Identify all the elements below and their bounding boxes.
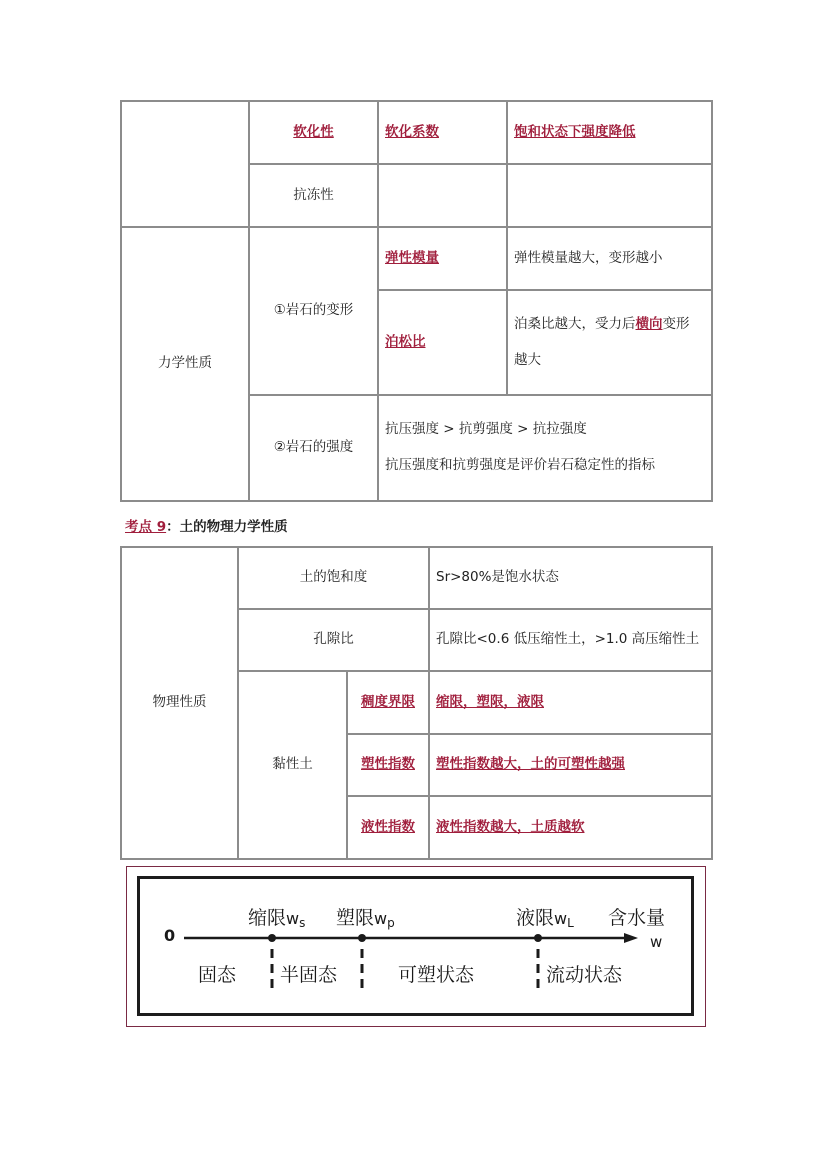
rock-strength-cell: ②岩石的强度 bbox=[249, 395, 378, 501]
soil-properties-table bbox=[120, 546, 713, 860]
shrinkage-limit-label: 缩限$w_s$ bbox=[248, 907, 306, 930]
poisson-desc-d: 越大 bbox=[514, 351, 541, 368]
liquidity-index: 液性指数 bbox=[361, 818, 415, 835]
state-semisolid: 半固态 bbox=[280, 964, 338, 986]
liquidity-index-desc-cell bbox=[429, 796, 712, 859]
physical-properties-cell: 物理性质 bbox=[121, 547, 238, 859]
shrinkage-limit-symbol: $w_s$ bbox=[286, 909, 306, 930]
poisson-ratio-desc bbox=[507, 290, 712, 395]
softening-key-cell bbox=[378, 101, 507, 164]
liquidity-index-desc: 液性指数越大，土质越软 bbox=[436, 818, 585, 835]
strength-evaluation: 抗压强度和抗剪强度是评价岩石稳定性的指标 bbox=[385, 457, 655, 473]
consistency-limit-desc-cell bbox=[429, 671, 712, 734]
state-plastic: 可塑状态 bbox=[398, 964, 475, 986]
frost-resistance-cell: 抗冻性 bbox=[249, 164, 378, 227]
poisson-desc-a: 泊桑比越大，受力后 bbox=[514, 315, 636, 332]
liquid-limit-label: 液限$w_L$ bbox=[516, 907, 574, 930]
elastic-modulus: 弹性模量 bbox=[385, 249, 439, 266]
frost-empty-cell-1 bbox=[378, 164, 507, 227]
saturation-desc: Sr>80%是饱水状态 bbox=[429, 547, 712, 609]
plasticity-index-desc-cell bbox=[429, 734, 712, 796]
origin-label: 0 bbox=[164, 926, 176, 945]
consistency-diagram-frame bbox=[126, 866, 706, 1027]
state-solid: 固态 bbox=[198, 964, 237, 986]
softening-desc-cell bbox=[507, 101, 712, 164]
poisson-desc-c: 变形 bbox=[662, 315, 690, 332]
void-ratio-desc: 孔隙比<0.6 低压缩性土，>1.0 高压缩性土 bbox=[429, 609, 712, 671]
plastic-limit-label: 塑限$w_p$ bbox=[336, 907, 395, 930]
poisson-ratio: 泊松比 bbox=[385, 333, 426, 350]
softening-name-cell bbox=[249, 101, 378, 164]
state-liquid: 流动状态 bbox=[546, 964, 623, 986]
liquidity-index-cell bbox=[347, 796, 429, 859]
strength-order: 抗压强度 > 抗剪强度 > 抗拉强度 bbox=[385, 421, 587, 438]
elastic-modulus-desc: 弹性模量越大，变形越小 bbox=[507, 227, 712, 290]
saturation-cell: 土的饱和度 bbox=[238, 547, 429, 609]
water-content-symbol: w bbox=[650, 933, 663, 951]
cohesive-soil-cell: 黏性土 bbox=[238, 671, 347, 859]
consistency-limit-cell bbox=[347, 671, 429, 734]
poisson-desc-lateral: 横向 bbox=[635, 315, 663, 332]
heading-prefix: 考点 9 bbox=[125, 519, 167, 535]
consistency-limit-desc: 缩限，塑限，液限 bbox=[436, 693, 544, 710]
softening-description: 饱和状态下强度降低 bbox=[514, 123, 636, 140]
heading-suffix: ：土的物理力学性质 bbox=[166, 519, 288, 535]
mechanical-properties-cell: 力学性质 bbox=[121, 227, 249, 501]
water-content-label: 含水量 bbox=[608, 907, 666, 929]
plasticity-index: 塑性指数 bbox=[361, 756, 415, 773]
rock-deformation-cell: ①岩石的变形 bbox=[249, 227, 378, 395]
void-ratio-cell: 孔隙比 bbox=[238, 609, 429, 671]
softening-coefficient: 软化系数 bbox=[385, 123, 439, 140]
softening-name: 软化性 bbox=[293, 123, 334, 140]
section-heading bbox=[125, 515, 288, 535]
category-cell-empty bbox=[121, 101, 249, 227]
consistency-limit: 稠度界限 bbox=[361, 693, 415, 710]
frost-empty-cell-2 bbox=[507, 164, 712, 227]
rock-properties-table bbox=[120, 100, 713, 502]
poisson-ratio-cell bbox=[378, 290, 507, 395]
plastic-limit-symbol: $w_p$ bbox=[374, 909, 395, 930]
liquid-limit-symbol: $w_L$ bbox=[554, 909, 574, 930]
elastic-modulus-cell bbox=[378, 227, 507, 290]
water-content-axis bbox=[140, 879, 691, 1013]
plasticity-index-cell bbox=[347, 734, 429, 796]
consistency-diagram bbox=[137, 876, 694, 1016]
plasticity-index-desc: 塑性指数越大，土的可塑性越强 bbox=[436, 756, 625, 773]
rock-strength-desc bbox=[378, 395, 712, 501]
